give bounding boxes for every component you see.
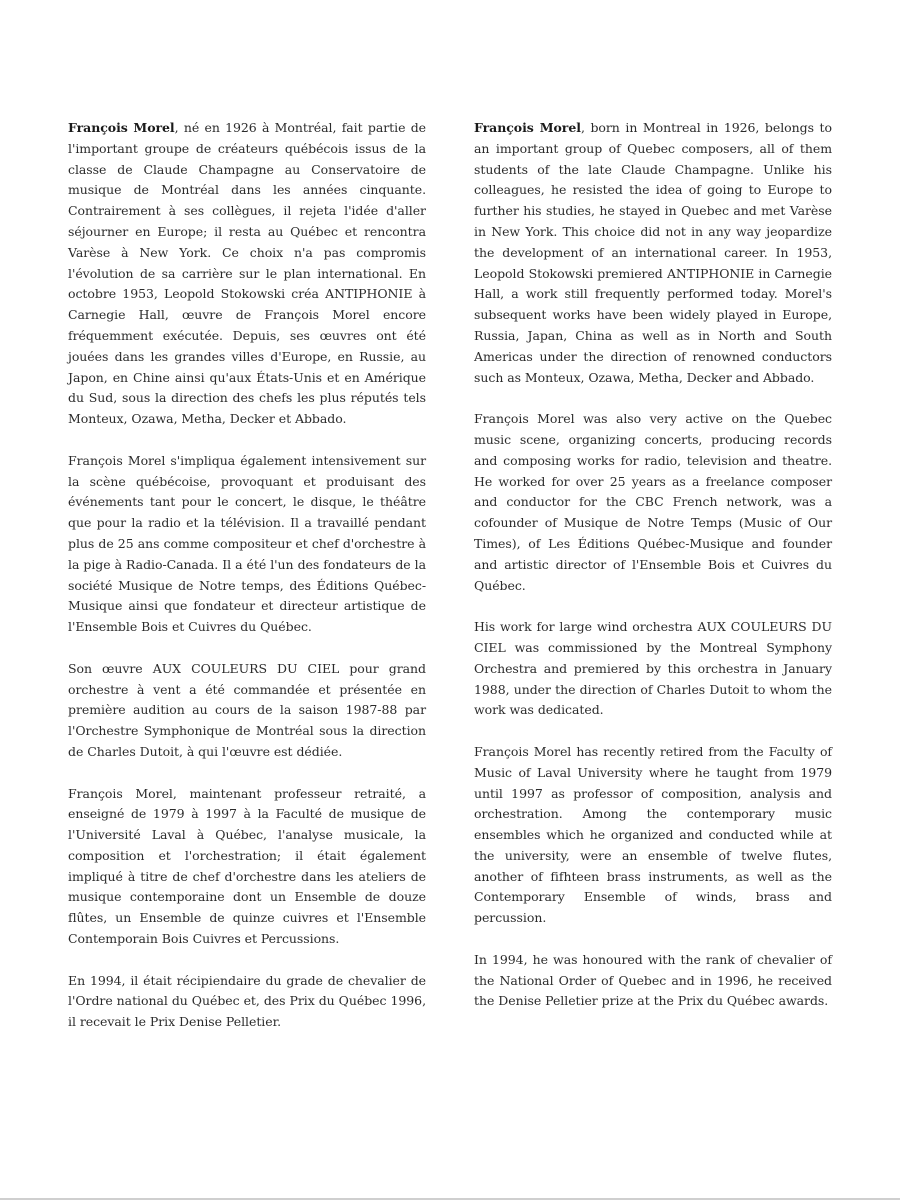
fr-paragraph-3: Son œuvre AUX COULEURS DU CIEL pour grand orchestre à vent a été commandée et présentée en première audition au cours de la saison 1987-88 par l'Orchestre Symphonique de Montréal sous la direction de Charles Dutoit, à qui l'œuvre est dédiée.: [68, 660, 426, 759]
fr-paragraph-4: François Morel, maintenant professeur retraité, a enseigné de 1979 à 1997 à la Faculté de musique de l'Université Laval à Québec, l'analyse musicale, la composition et l'orchestration; il était également impliqué à titre de chef d'orchestre dans les ateliers de musique contemporaine dont un Ensemble de douze flûtes, un Ensemble de quinze cuivres et l'Ensemble Contemporain Bois Cuivres et Percussions.: [68, 785, 426, 947]
en-paragraph-4: François Morel has recently retired from the Faculty of Music of Laval University where he taught from 1979 until 1997 as professor of composition, analysis and orchestration. Among the contemporary music ensembles which he organized and conducted while at the university, were an ensemble of twelve flutes, another of fifhteen brass instruments, as well as the Contemporary Ensemble of winds, brass and percussion.: [474, 743, 832, 926]
fr-paragraph-1-text: , né en 1926 à Montréal, fait partie de l'important groupe de créateurs québécois issus de la classe de Claude Champagne au Conservatoire de musique de Montréal dans les années cinquante. Contrairement à ses collègues, il rejeta l'idée d'aller séjourner en Europe; il resta au Québec et rencontra Varèse à New York. Ce choix n'a pas compromis l'évolution de sa carrière sur le plan international. En octobre 1953, Leopold Stokowski créa ANTIPHONIE à Carnegie Hall, œuvre de François Morel encore fréquemment exécutée. Depuis, ses œuvres ont été jouées dans les grandes villes d'Europe, en Russie, au Japon, en Chine ainsi qu'aux États-Unis et en Amérique du Sud, sous la direction des chefs les plus réputés tels Monteux, Ozawa, Metha, Decker et Abbado.: [68, 120, 427, 427]
en-paragraph-1: [474, 118, 832, 388]
en-composer-name: François Morel: [474, 120, 581, 135]
french-column: [68, 118, 426, 1033]
fr-paragraph-1: [68, 118, 426, 430]
en-paragraph-5: In 1994, he was honoured with the rank of chevalier of the National Order of Quebec and in 1996, he received the Denise Pelletier prize at the Prix du Québec awards.: [474, 951, 832, 1009]
fr-paragraph-5: En 1994, il était récipiendaire du grade de chevalier de l'Ordre national du Québec et, des Prix du Québec 1996, il recevait le Prix Denise Pelletier.: [68, 972, 426, 1030]
en-paragraph-2: François Morel was also very active on the Quebec music scene, organizing concerts, producing records and composing works for radio, television and theatre. He worked for over 25 years as a freelance composer and conductor for the CBC French network, was a cofounder of Musique de Notre Temps (Music of Our Times), of Les Éditions Québec-Musique and founder and artistic director of l'Ensemble Bois et Cuivres du Québec.: [474, 411, 832, 593]
fr-paragraph-2: François Morel s'impliqua également intensivement sur la scène québécoise, provoquant et produisant des événements tant pour le concert, le disque, le théâtre que pour la radio et la télévision. Il a travaillé pendant plus de 25 ans comme compositeur et chef d'orchestre à la pige à Radio-Canada. Il a été l'un des fondateurs de la société Musique de Notre temps, des Éditions Québec-Musique ainsi que fondateur et directeur artistique de l'Ensemble Bois et Cuivres du Québec.: [68, 452, 426, 635]
en-paragraph-1-text: , born in Montreal in 1926, belongs to an important group of Quebec composers, all of them students of the late Claude Champagne. Unlike his colleagues, he resisted the idea of going to Europe to further his studies, he stayed in Quebec and met Varèse in New York. This choice did not in any way jeopardize the development of an international career. In 1953, Leopold Stokowski premiered ANTIPHONIE in Carnegie Hall, a work still frequently performed today. Morel's subsequent works have been widely played in Europe, Russia, Japan, China as well as in North and South Americas under the direction of renowned conductors such as Monteux, Ozawa, Metha, Decker and Abbado.: [474, 120, 832, 385]
english-column: [474, 118, 832, 1012]
en-paragraph-3: His work for large wind orchestra AUX COULEURS DU CIEL was commissioned by the Montreal Symphony Orchestra and premiered by this orchestra in January 1988, under the direction of Charles Dutoit to whom the work was dedicated.: [474, 619, 832, 718]
fr-composer-name: François Morel: [68, 120, 175, 135]
